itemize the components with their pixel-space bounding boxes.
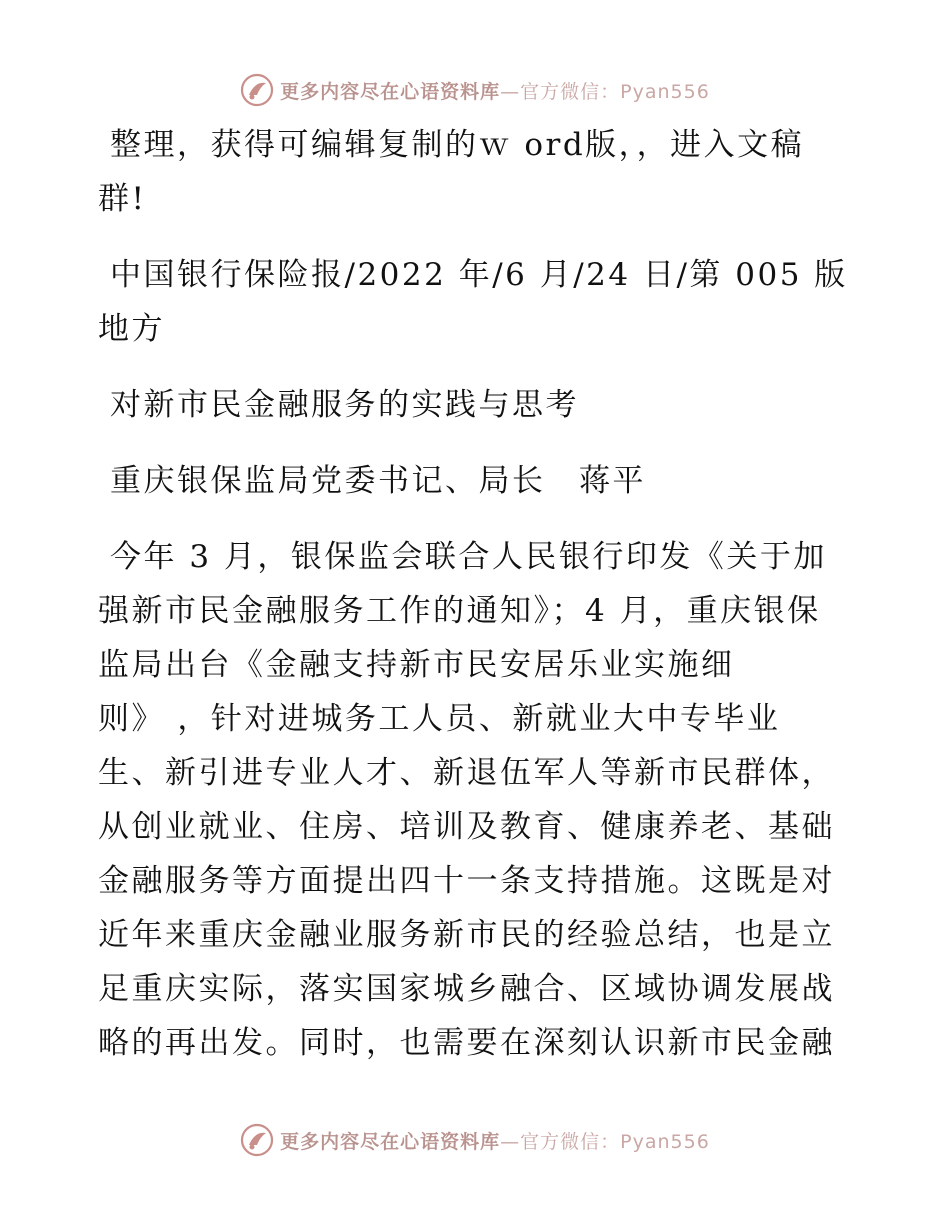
intro-paragraph (98, 118, 850, 226)
text-line: 今年 3 月，银保监会联合人民银行印发《关于加 (110, 539, 827, 575)
watermark-text: 更多内容尽在心语资料库—官方微信：Pyan556 (280, 1130, 710, 1153)
author-line (98, 454, 850, 508)
source-line (98, 248, 850, 356)
text-line: 强新市民金融服务工作的通知》；4 月，重庆银保 (98, 593, 821, 629)
text-line: 中国银行保险报/2022 年/6 月/24 日/第 005 版 (110, 257, 848, 293)
text-line: 重庆银保监局党委书记、局长 蒋平 (110, 463, 646, 499)
body-paragraph (98, 530, 850, 1070)
text-line: 略的再出发。同时，也需要在深刻认识新市民金融 (98, 1025, 835, 1061)
text-line: 则》 ，针对进城务工人员、新就业大中专毕业 (98, 701, 781, 737)
watermark-header (0, 70, 950, 110)
text-line: 整理，获得可编辑复制的ｗ ord版，，进入文稿 (110, 127, 805, 163)
text-line: 对新市民金融服务的实践与思考 (110, 387, 579, 423)
text-line: 地方 (98, 311, 165, 347)
text-line: 生、新引进专业人才、新退伍军人等新市民群体， (98, 755, 835, 791)
text-line: 群! (98, 181, 147, 217)
article-title (98, 378, 850, 432)
text-line: 近年来重庆金融业服务新市民的经验总结，也是立 (98, 917, 835, 953)
watermark-logo-icon (240, 1123, 274, 1157)
watermark-text: 更多内容尽在心语资料库—官方微信：Pyan556 (280, 80, 710, 103)
document-body (98, 118, 850, 1070)
text-line: 监局出台《金融支持新市民安居乐业实施细 (98, 647, 735, 683)
text-line: 金融服务等方面提出四十一条支持措施。这既是对 (98, 863, 835, 899)
text-line: 足重庆实际，落实国家城乡融合、区域协调发展战 (98, 971, 835, 1007)
text-line: 从创业就业、住房、培训及教育、健康养老、基础 (98, 809, 835, 845)
watermark-logo-icon (240, 73, 274, 107)
watermark-footer (0, 1120, 950, 1160)
